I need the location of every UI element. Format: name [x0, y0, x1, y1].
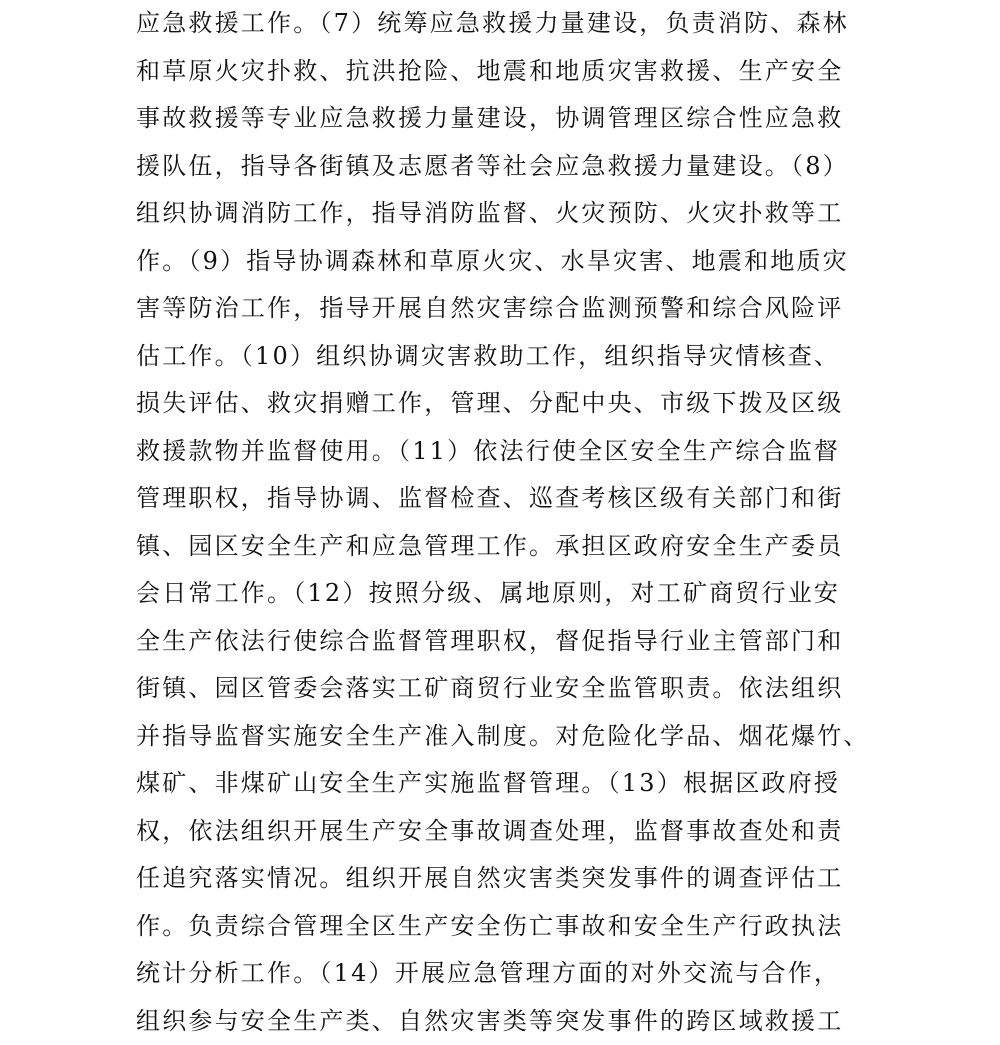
text-line: 作。负责综合管理全区生产安全伤亡事故和安全生产行政执法 — [136, 903, 896, 951]
text-line: 和草原火灾扑救、抗洪抢险、地震和地质灾害救援、生产安全 — [136, 48, 896, 96]
text-line: 组织协调消防工作，指导消防监督、火灾预防、火灾扑救等工 — [136, 190, 896, 238]
text-line: 煤矿、非煤矿山安全生产实施监督管理。（13）根据区政府授 — [136, 760, 896, 808]
text-line: 事故救援等专业应急救援力量建设，协调管理区综合性应急救 — [136, 95, 896, 143]
text-line: 援队伍，指导各街镇及志愿者等社会应急救援力量建设。（8） — [136, 143, 896, 191]
text-line: 救援款物并监督使用。（11）依法行使全区安全生产综合监督 — [136, 428, 896, 476]
text-line: 损失评估、救灾捐赠工作，管理、分配中央、市级下拨及区级 — [136, 380, 896, 428]
text-line: 管理职权，指导协调、监督检查、巡查考核区级有关部门和街 — [136, 475, 896, 523]
text-line: 镇、园区安全生产和应急管理工作。承担区政府安全生产委员 — [136, 523, 896, 571]
text-line: 估工作。（10）组织协调灾害救助工作，组织指导灾情核查、 — [136, 333, 896, 381]
text-line: 应急救援工作。（7）统筹应急救援力量建设，负责消防、森林 — [136, 0, 896, 48]
text-line: 权，依法组织开展生产安全事故调查处理，监督事故查处和责 — [136, 808, 896, 856]
text-line: 全生产依法行使综合监督管理职权，督促指导行业主管部门和 — [136, 618, 896, 666]
text-line: 会日常工作。（12）按照分级、属地原则，对工矿商贸行业安 — [136, 570, 896, 618]
text-line: 组织参与安全生产类、自然灾害类等突发事件的跨区域救援工 — [136, 998, 896, 1045]
text-line: 街镇、园区管委会落实工矿商贸行业安全监管职责。依法组织 — [136, 665, 896, 713]
text-line: 并指导监督实施安全生产准入制度。对危险化学品、烟花爆竹、 — [136, 713, 896, 761]
text-line: 统计分析工作。（14）开展应急管理方面的对外交流与合作， — [136, 950, 896, 998]
text-line: 作。（9）指导协调森林和草原火灾、水旱灾害、地震和地质灾 — [136, 238, 896, 286]
document-body — [136, 0, 896, 1045]
text-line: 害等防治工作，指导开展自然灾害综合监测预警和综合风险评 — [136, 285, 896, 333]
text-line: 任追究落实情况。组织开展自然灾害类突发事件的调查评估工 — [136, 855, 896, 903]
